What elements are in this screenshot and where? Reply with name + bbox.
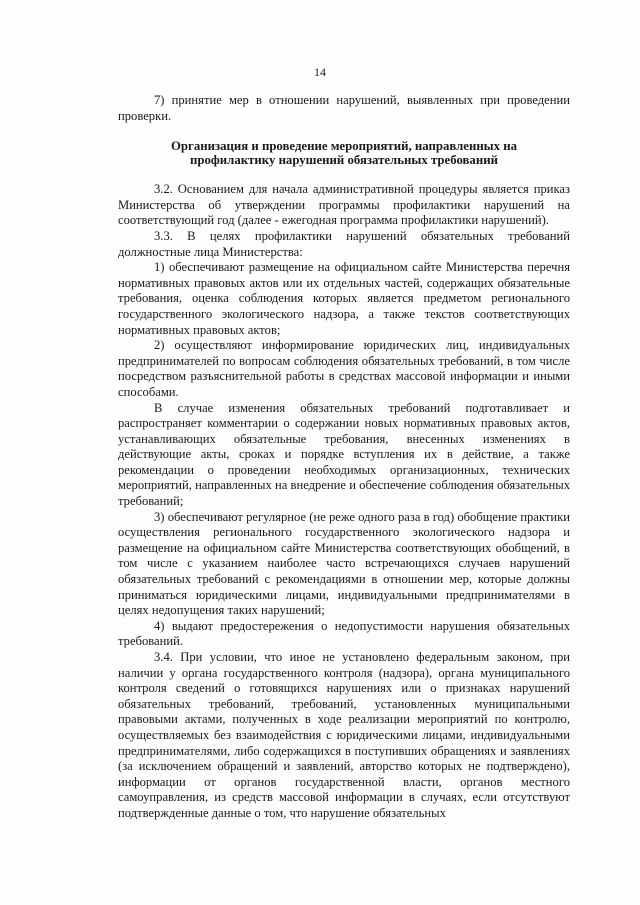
list-item-2: 2) осуществляют информирование юридических лиц, индивидуальных предпринимателей по вопросам соблюдения обязательных требований, в том числе посредством разъяснительной работы в средствах массовой информации и иными способами.	[118, 338, 570, 399]
list-item-2-continuation: В случае изменения обязательных требований подготавливает и распространяет комментарии о содержании новых нормативных правовых актов, устанавливающих обязательные требования, внесенных изменениях в действующие акты, сроках и порядке вступления их в действие, а также рекомендации о проведении необходимых организационных, технических мероприятий, направленных на внедрение и обеспечение соблюдения обязательных требований;	[118, 400, 570, 509]
page-number: 14	[314, 65, 326, 79]
section-heading	[118, 140, 570, 167]
paragraph-3-3: 3.3. В целях профилактики нарушений обязательных требований должностные лица Министерства:	[118, 228, 570, 259]
list-item-3: 3) обеспечивают регулярное (не реже одного раза в год) обобщение практики осуществления регионального государственного экологического надзора и размещение на официальном сайте Министерства соответствующих обобщений, в том числе с указанием наиболее часто встречающихся случаев нарушений обязательных требований с рекомендациями в отношении мер, которые должны приниматься юридическими лицами, индивидуальными предпринимателями в целях недопущения таких нарушений;	[118, 509, 570, 618]
section-heading-line-2: профилактику нарушений обязательных требований	[190, 152, 498, 167]
paragraph-3-2: 3.2. Основанием для начала административной процедуры является приказ Министерства об утверждении программы профилактики нарушений на соответствующий год (далее - ежегодная программа профилактики нарушений).	[118, 182, 570, 228]
list-item-1: 1) обеспечивают размещение на официальном сайте Министерства перечня нормативных правовых актов или их отдельных частей, содержащих обязательные требования, оценка соблюдения которых является предметом регионального государственного экологического надзора, а также текстов соответствующих нормативных правовых актов;	[118, 260, 570, 337]
document-body	[118, 93, 570, 822]
list-item-7: 7) принятие мер в отношении нарушений, выявленных при проведении проверки.	[118, 93, 570, 123]
section-heading-line-1: Организация и проведение мероприятий, направленных на	[170, 139, 518, 154]
list-item-4: 4) выдают предостережения о недопустимости нарушения обязательных требований.	[118, 618, 570, 649]
paragraph-3-4: 3.4. При условии, что иное не установлено федеральным законом, при наличии у органа государственного контроля (надзора), органа муниципального контроля сведений о готовящихся нарушениях или о признаках нарушений обязательных требований, требований, установленных муниципальными правовыми актами, полученных в ходе реализации мероприятий по контролю, осуществляемых без взаимодействия с юридическими лицами, индивидуальными предпринимателями, либо содержащихся в поступивших обращениях и заявлениях (за исключением обращений и заявлений, авторство которых не подтверждено), информации от органов государственной власти, органов местного самоуправления, из средств массовой информации в случаях, если отсутствуют подтвержденные данные о том, что нарушение обязательных	[118, 650, 570, 820]
